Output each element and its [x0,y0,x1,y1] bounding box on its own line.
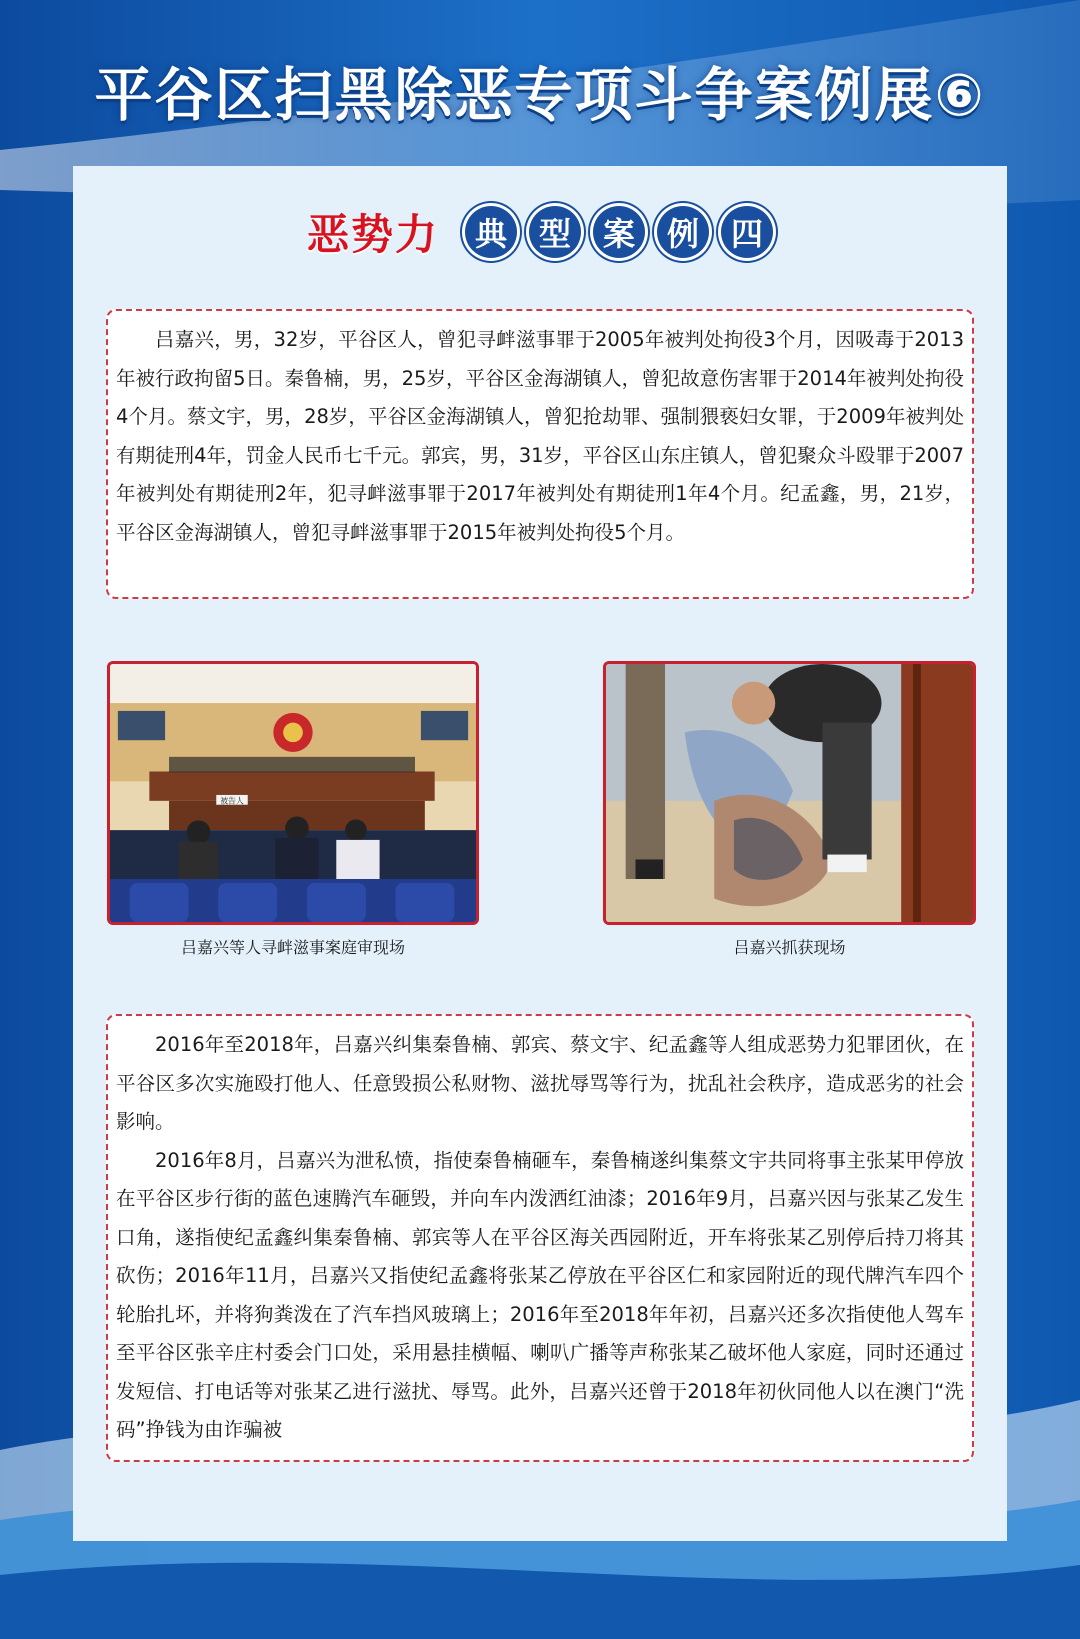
courtroom-photo [107,661,479,925]
section-circle-char-3: 案 [593,206,645,258]
section-circle-char-1: 典 [465,206,517,258]
arrest-photo-caption: 吕嘉兴抓获现场 [733,938,846,957]
defendant-sign: 被告人 [220,796,244,806]
section-circle-char-4: 例 [657,206,709,258]
details-paragraph-2: 2016年8月，吕嘉兴为泄私愤，指使秦鲁楠砸车，秦鲁楠遂纠集蔡文宇共同将事主张某甲停放在平谷区步行街的蓝色速腾汽车砸毁，并向车内泼洒红油漆；2016年9月，吕嘉兴因与张某乙发生口角，遂指使纪孟鑫纠集秦鲁楠、郭宾等人在平谷区海关西园附近，开车将张某乙别停后持刀将其砍伤；2016年11月，吕嘉兴又指使纪孟鑫将张某乙停放在平谷区仁和家园附近的现代牌汽车四个轮胎扎坏，并将狗粪泼在了汽车挡风玻璃上；2016年至2018年年初，吕嘉兴还多次指使他人驾车至平谷区张辛庄村委会门口处，采用悬挂横幅、喇叭广播等声称张某乙破坏他人家庭，同时还通过发短信、打电话等对张某乙进行滋扰、辱骂。此外，吕嘉兴还曾于2018年初伙同他人以在澳门“洗码”挣钱为由诈骗被 [116,1148,964,1441]
details-textbox [106,1014,974,1462]
intro-paragraph: 吕嘉兴，男，32岁，平谷区人，曾犯寻衅滋事罪于2005年被判处拘役3个月，因吸毒于2013年被行政拘留5日。秦鲁楠，男，25岁，平谷区金海湖镇人，曾犯故意伤害罪于2014年被判处拘役4个月。蔡文宇，男，28岁，平谷区金海湖镇人，曾犯抢劫罪、强制猥亵妇女罪，于2009年被判处有期徒刑4年，罚金人民币七千元。郭宾，男，31岁，平谷区山东庄镇人，曾犯聚众斗殴罪于2007年被判处有期徒刑2年，犯寻衅滋事罪于2017年被判处有期徒刑1年4个月。纪孟鑫，男，21岁，平谷区金海湖镇人，曾犯寻衅滋事罪于2015年被判处拘役5个月。 [116,328,964,544]
section-label-red: 恶势力 [306,210,439,259]
section-circle-char-5: 四 [721,206,773,258]
section-circle-char-2: 型 [529,206,581,258]
intro-textbox [106,309,974,599]
arrest-photo [603,661,976,925]
details-paragraph-1: 2016年至2018年，吕嘉兴纠集秦鲁楠、郭宾、蔡文宇、纪孟鑫等人组成恶势力犯罪团伙，在平谷区多次实施殴打他人、任意毁损公私财物、滋扰辱骂等行为，扰乱社会秩序，造成恶劣的社会影响。 [116,1033,964,1133]
courtroom-photo-caption: 吕嘉兴等人寻衅滋事案庭审现场 [180,938,405,957]
poster-title: 平谷区扫黑除恶专项斗争案例展⑥ [94,61,986,129]
section-heading [0,204,1080,260]
